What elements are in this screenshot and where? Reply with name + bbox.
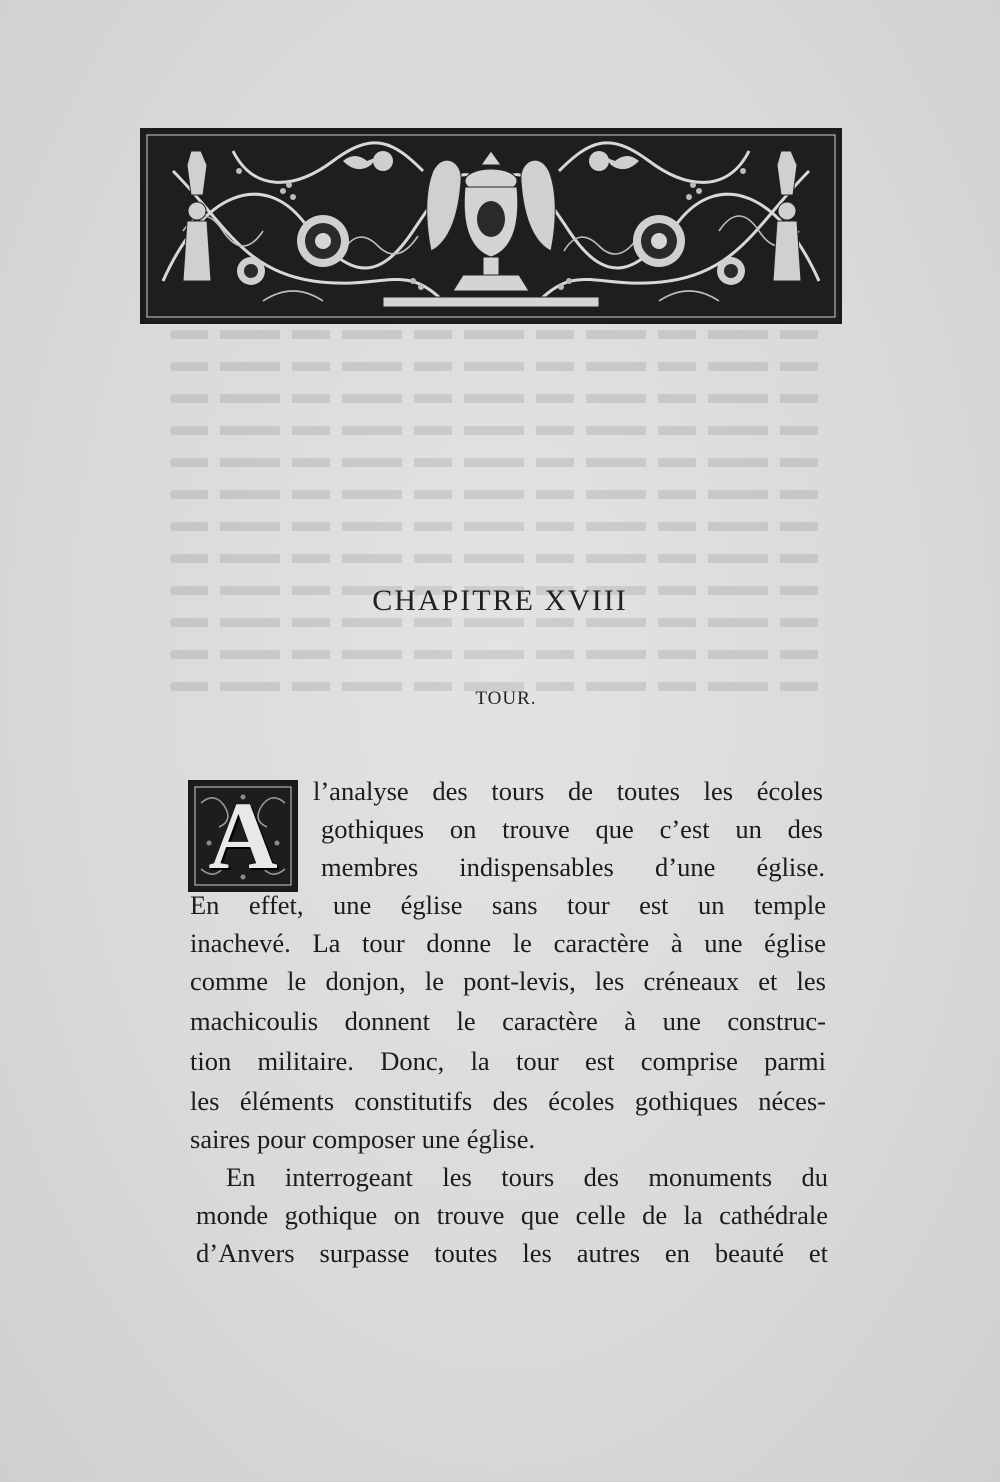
- drop-cap-letter: A: [208, 782, 278, 889]
- paragraph-1-line-6: comme le donjon, le pont-levis, les créneaux et les: [190, 966, 826, 996]
- paragraph-1-line-8: tion militaire. Donc, la tour est comprise parmi: [190, 1046, 826, 1076]
- paragraph-1-line-5: inachevé. La tour donne le caractère à une église: [190, 928, 826, 958]
- paragraph-1-line-4: En effet, une église sans tour est un temple: [190, 890, 826, 920]
- paragraph-1-line-2: gothiques on trouve que c’est un des: [321, 814, 823, 844]
- paragraph-1-line-10: saires pour composer une église.: [190, 1124, 536, 1154]
- paragraph-1-line-7: machicoulis donnent le caractère à une construc-: [190, 1006, 826, 1036]
- paragraph-2-line-3: d’Anvers surpasse toutes les autres en beauté et: [196, 1238, 828, 1268]
- paragraph-1-line-3: membres indispensables d’une église.: [321, 852, 825, 882]
- paragraph-2-line-1: En interrogeant les tours des monuments du: [226, 1162, 828, 1192]
- drop-cap: [188, 780, 298, 892]
- arabesque-ornament-icon: [143, 131, 839, 321]
- section-title: TOUR.: [475, 688, 537, 709]
- bleed-through-text: [170, 330, 820, 750]
- chapter-heading: CHAPITRE XVIII: [372, 584, 628, 617]
- paragraph-1-line-1: l’analyse des tours de toutes les écoles: [313, 776, 823, 806]
- paragraph-2-line-2: monde gothique on trouve que celle de la cathédrale: [196, 1200, 828, 1230]
- paragraph-1-line-9: les éléments constitutifs des écoles gothiques néces-: [190, 1086, 826, 1116]
- ornamental-headpiece: [140, 128, 842, 324]
